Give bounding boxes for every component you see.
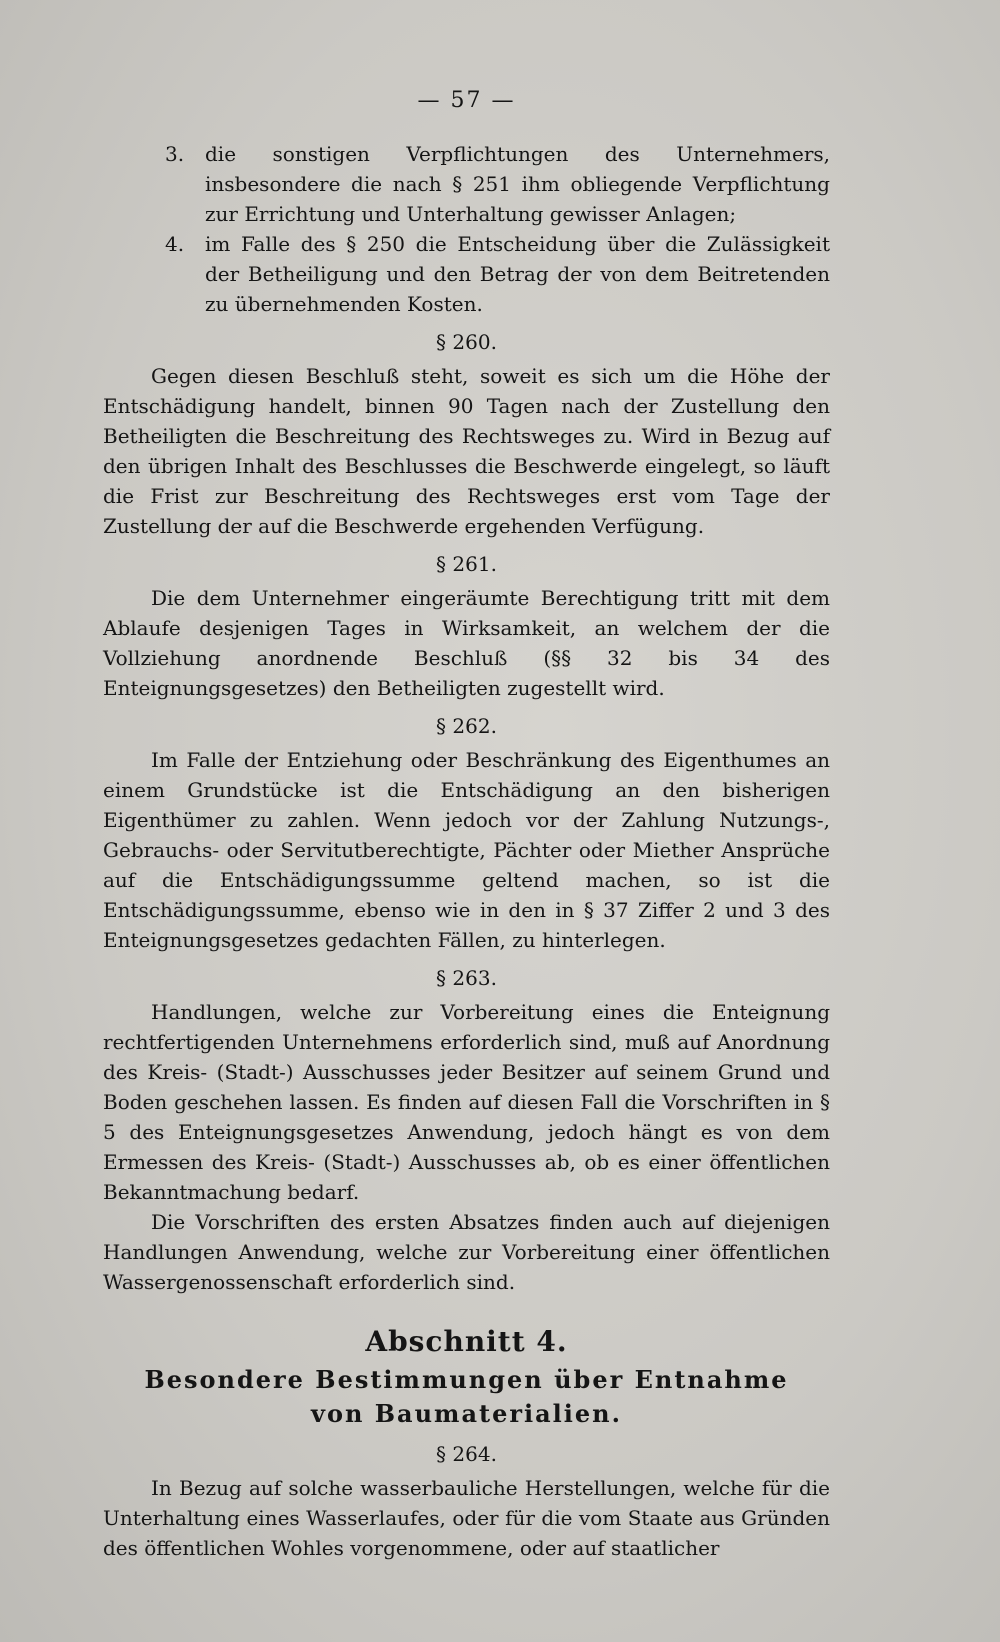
- paragraph-label-261: § 261.: [436, 552, 497, 576]
- paragraph-262-text: Im Falle der Entziehung oder Beschränkung des Eigenthumes an einem Grundstücke ist die Entschädigung an den bisherigen Eigenthümer zu zahlen. Wenn jedoch vor der Zahlung Nutzungs-, Gebrauchs- oder Servitutberechtigte, Pächter oder Miether Ansprüche auf die Entschädigungssumme geltend machen, so ist die Entschädigungssumme, ebenso wie in den in § 37 Ziffer 2 und 3 des Enteignungsgesetzes gedachten Fällen, zu hinterlegen.: [103, 748, 830, 952]
- page-number: — 57 —: [417, 88, 516, 113]
- list-text: im Falle des § 250 die Entscheidung über die Zulässigkeit der Betheiligung und den Betrag der von dem Beitretenden zu übernehmenden Kosten.: [205, 232, 830, 316]
- paragraph-label-260: § 260.: [436, 330, 497, 354]
- paragraph-264-text: In Bezug auf solche wasserbauliche Herstellungen, welche für die Unterhaltung eines Wasserlaufes, oder für die vom Staate aus Gründen des öffentlichen Wohles vorgenommene, oder auf staatlicher: [103, 1476, 830, 1560]
- list-item: [103, 229, 830, 319]
- list-item: [103, 139, 830, 229]
- section-subtitle: [103, 1363, 830, 1431]
- paragraph-label-264: § 264.: [436, 1442, 497, 1466]
- list-number: 3.: [165, 142, 185, 166]
- section-title: Abschnitt 4.: [365, 1325, 568, 1358]
- paragraph-263-text-1: Handlungen, welche zur Vorbereitung eines die Enteignung rechtfertigenden Unternehmens erforderlich sind, muß auf Anordnung des Kreis- (Stadt-) Ausschusses jeder Besitzer auf seinem Grund und Boden geschehen lassen. Es finden auf diesen Fall die Vorschriften in § 5 des Enteignungsgesetzes Anwendung, jedoch hängt es von dem Ermessen des Kreis- (Stadt-) Ausschusses ab, ob es einer öffentlichen Bekanntmachung bedarf.: [103, 1000, 830, 1204]
- paragraph-label-263: § 263.: [436, 966, 497, 990]
- document-body: [103, 139, 830, 1563]
- paragraph-261-text: Die dem Unternehmer eingeräumte Berechtigung tritt mit dem Ablaufe desjenigen Tages in Wirksamkeit, an welchem der die Vollziehung anordnende Beschluß (§§ 32 bis 34 des Enteignungsgesetzes) den Betheiligten zugestellt wird.: [103, 586, 830, 700]
- paragraph-label-262: § 262.: [436, 714, 497, 738]
- paragraph-263-text-2: Die Vorschriften des ersten Absatzes finden auch auf diejenigen Handlungen Anwendung, welche zur Vorbereitung einer öffentlichen Wassergenossenschaft erforderlich sind.: [103, 1210, 830, 1294]
- paragraph-260-text: Gegen diesen Beschluß steht, soweit es sich um die Höhe der Entschädigung handelt, binnen 90 Tagen nach der Zustellung den Betheiligten die Beschreitung des Rechtsweges zu. Wird in Bezug auf den übrigen Inhalt des Beschlusses die Beschwerde eingelegt, so läuft die Frist zur Beschreitung des Rechtsweges erst vom Tage der Zustellung der auf die Beschwerde ergehenden Verfügung.: [103, 364, 830, 538]
- section-subtitle-line-2: von Baumaterialien.: [311, 1399, 622, 1428]
- list-number: 4.: [165, 232, 185, 256]
- section-subtitle-line-1: Besondere Bestimmungen über Entnahme: [144, 1365, 789, 1394]
- list-text: die sonstigen Verpflichtungen des Unternehmers, insbesondere die nach § 251 ihm obliegende Verpflichtung zur Errichtung und Unterhaltung gewisser Anlagen;: [205, 142, 830, 226]
